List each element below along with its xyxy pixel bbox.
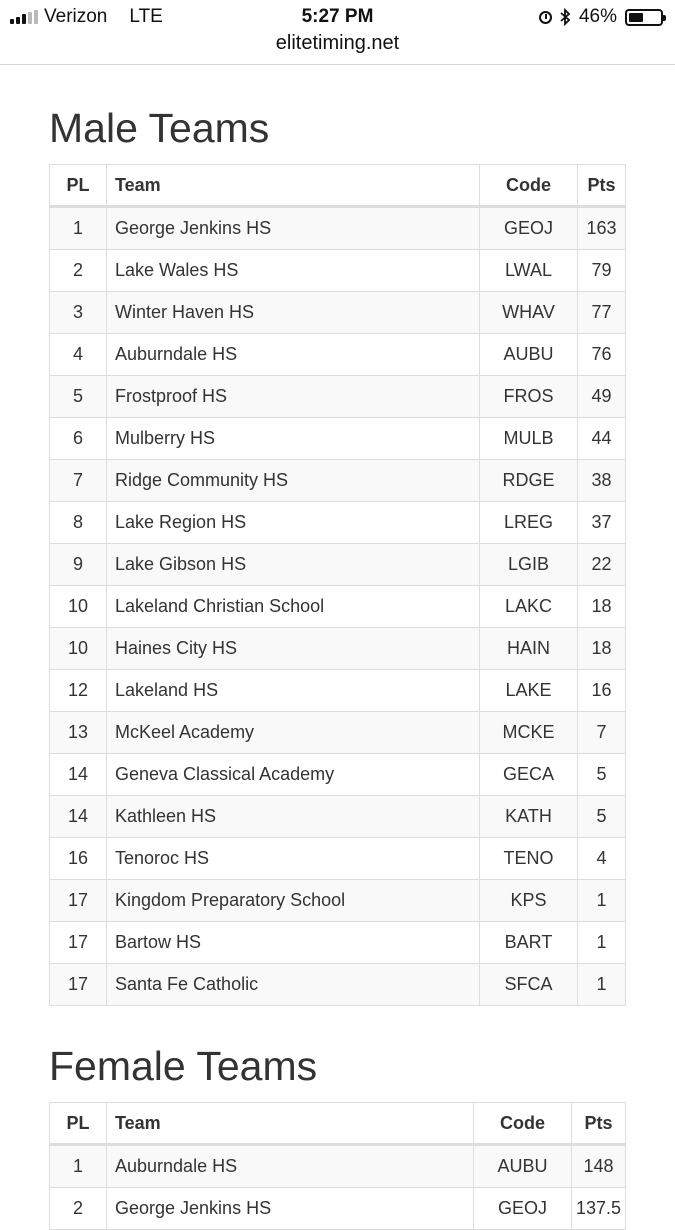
- cell-team: Auburndale HS: [107, 334, 480, 376]
- cell-points: 1: [578, 922, 626, 964]
- table-row: [50, 334, 626, 376]
- cell-team: Geneva Classical Academy: [107, 754, 480, 796]
- cell-points: 37: [578, 502, 626, 544]
- cell-place: 14: [50, 754, 107, 796]
- table-row: [50, 922, 626, 964]
- cell-code: LREG: [480, 502, 578, 544]
- cell-place: 1: [50, 1145, 107, 1188]
- cell-place: 7: [50, 460, 107, 502]
- header-code: Code: [474, 1103, 572, 1145]
- cell-code: GEOJ: [480, 207, 578, 250]
- battery-icon: [625, 9, 663, 26]
- cell-points: 79: [578, 250, 626, 292]
- cell-team: Auburndale HS: [107, 1145, 474, 1188]
- cell-points: 148: [572, 1145, 626, 1188]
- cell-points: 22: [578, 544, 626, 586]
- table-row: [50, 754, 626, 796]
- cell-team: Bartow HS: [107, 922, 480, 964]
- header-team: Team: [107, 165, 480, 207]
- url-bar[interactable]: elitetiming.net: [275, 32, 400, 54]
- cell-points: 18: [578, 586, 626, 628]
- cell-code: MCKE: [480, 712, 578, 754]
- table-row: [50, 460, 626, 502]
- cell-points: 49: [578, 376, 626, 418]
- cell-points: 18: [578, 628, 626, 670]
- cell-points: 163: [578, 207, 626, 250]
- cell-team: Tenoroc HS: [107, 838, 480, 880]
- cell-points: 5: [578, 754, 626, 796]
- cell-code: GECA: [480, 754, 578, 796]
- page-content: [49, 100, 626, 1230]
- cell-team: Mulberry HS: [107, 418, 480, 460]
- table-row: [50, 292, 626, 334]
- cell-place: 2: [50, 1188, 107, 1230]
- cell-team: Frostproof HS: [107, 376, 480, 418]
- cell-place: 12: [50, 670, 107, 712]
- table-row: [50, 250, 626, 292]
- battery-percentage: 46%: [578, 6, 617, 27]
- cell-code: LAKC: [480, 586, 578, 628]
- cell-place: 13: [50, 712, 107, 754]
- cell-points: 7: [578, 712, 626, 754]
- cell-code: BART: [480, 922, 578, 964]
- cell-place: 1: [50, 207, 107, 250]
- table-row: [50, 544, 626, 586]
- header-pts: Pts: [578, 165, 626, 207]
- cell-team: Lake Wales HS: [107, 250, 480, 292]
- table-row: [50, 796, 626, 838]
- cell-code: FROS: [480, 376, 578, 418]
- clock: 5:27 PM: [301, 6, 374, 27]
- table-row: [50, 712, 626, 754]
- cell-code: LGIB: [480, 544, 578, 586]
- toolbar-divider: [0, 64, 675, 65]
- cell-points: 1: [578, 880, 626, 922]
- cell-place: 9: [50, 544, 107, 586]
- cell-code: TENO: [480, 838, 578, 880]
- cell-points: 4: [578, 838, 626, 880]
- cell-code: SFCA: [480, 964, 578, 1006]
- table-row: [50, 1145, 626, 1188]
- cell-team: Kingdom Preparatory School: [107, 880, 480, 922]
- table-header-row: [50, 1103, 626, 1145]
- cell-team: Kathleen HS: [107, 796, 480, 838]
- cell-code: WHAV: [480, 292, 578, 334]
- cell-code: KATH: [480, 796, 578, 838]
- header-code: Code: [480, 165, 578, 207]
- cell-team: George Jenkins HS: [107, 207, 480, 250]
- cell-team: Ridge Community HS: [107, 460, 480, 502]
- cell-team: Winter Haven HS: [107, 292, 480, 334]
- table-row: [50, 502, 626, 544]
- table-row: [50, 1188, 626, 1230]
- cell-code: RDGE: [480, 460, 578, 502]
- carrier-label: Verizon: [44, 6, 108, 27]
- cell-code: LWAL: [480, 250, 578, 292]
- cell-code: HAIN: [480, 628, 578, 670]
- male-teams-table: [49, 164, 626, 1006]
- cell-points: 16: [578, 670, 626, 712]
- cell-team: McKeel Academy: [107, 712, 480, 754]
- cell-place: 16: [50, 838, 107, 880]
- male-teams-body: [50, 207, 626, 1006]
- alarm-icon: [539, 11, 552, 24]
- cell-team: Haines City HS: [107, 628, 480, 670]
- cell-place: 10: [50, 628, 107, 670]
- male-teams-heading: Male Teams: [49, 105, 270, 151]
- cell-place: 2: [50, 250, 107, 292]
- table-row: [50, 586, 626, 628]
- cell-code: AUBU: [480, 334, 578, 376]
- cell-points: 77: [578, 292, 626, 334]
- header-pl: PL: [50, 165, 107, 207]
- table-row: [50, 207, 626, 250]
- table-row: [50, 838, 626, 880]
- table-row: [50, 628, 626, 670]
- cell-place: 4: [50, 334, 107, 376]
- header-pl: PL: [50, 1103, 107, 1145]
- cell-points: 1: [578, 964, 626, 1006]
- female-teams-table: [49, 1102, 626, 1230]
- cell-code: LAKE: [480, 670, 578, 712]
- cell-points: 137.5: [572, 1188, 626, 1230]
- table-row: [50, 670, 626, 712]
- network-type-label: LTE: [129, 6, 163, 27]
- cell-team: Lakeland HS: [107, 670, 480, 712]
- table-header-row: [50, 165, 626, 207]
- cell-team: Lake Gibson HS: [107, 544, 480, 586]
- cell-place: 6: [50, 418, 107, 460]
- cell-code: KPS: [480, 880, 578, 922]
- cell-points: 76: [578, 334, 626, 376]
- header-pts: Pts: [572, 1103, 626, 1145]
- cell-place: 17: [50, 922, 107, 964]
- cell-team: Lakeland Christian School: [107, 586, 480, 628]
- cell-points: 5: [578, 796, 626, 838]
- cell-code: AUBU: [474, 1145, 572, 1188]
- table-row: [50, 418, 626, 460]
- cell-place: 3: [50, 292, 107, 334]
- status-bar: [0, 0, 675, 34]
- female-teams-heading: Female Teams: [49, 1043, 318, 1089]
- female-teams-body: [50, 1145, 626, 1230]
- table-row: [50, 376, 626, 418]
- cell-points: 44: [578, 418, 626, 460]
- cell-team: Santa Fe Catholic: [107, 964, 480, 1006]
- cell-place: 8: [50, 502, 107, 544]
- cell-code: MULB: [480, 418, 578, 460]
- cell-place: 5: [50, 376, 107, 418]
- cell-code: GEOJ: [474, 1188, 572, 1230]
- cell-points: 38: [578, 460, 626, 502]
- cell-place: 17: [50, 964, 107, 1006]
- header-team: Team: [107, 1103, 474, 1145]
- cell-place: 14: [50, 796, 107, 838]
- bluetooth-icon: [560, 8, 571, 26]
- cell-team: Lake Region HS: [107, 502, 480, 544]
- cell-place: 17: [50, 880, 107, 922]
- cell-team: George Jenkins HS: [107, 1188, 474, 1230]
- cell-place: 10: [50, 586, 107, 628]
- table-row: [50, 964, 626, 1006]
- table-row: [50, 880, 626, 922]
